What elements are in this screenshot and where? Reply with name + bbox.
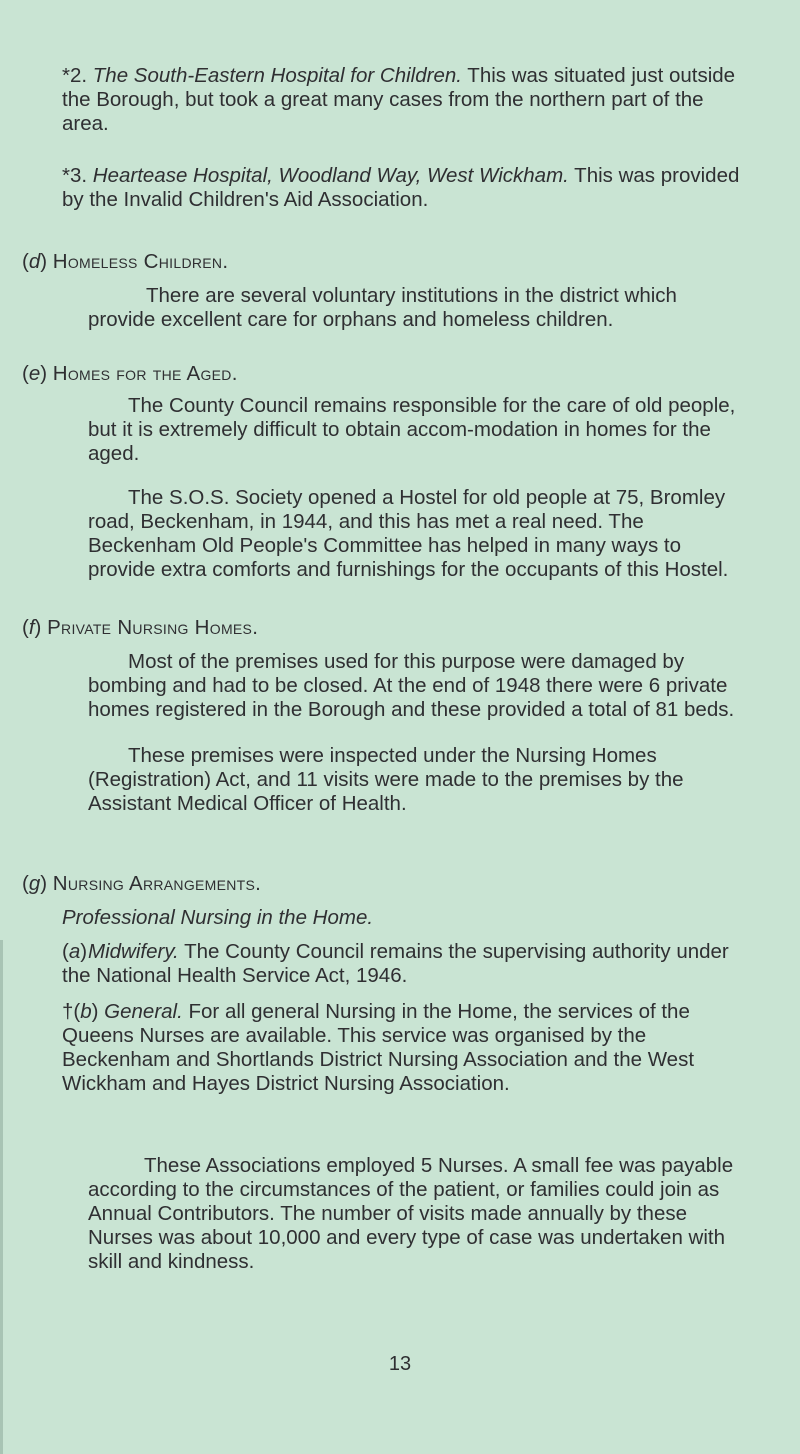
paragraph: The S.O.S. Society opened a Hostel for old people at 75, Bromley road, Beckenham, in 1944, and this has met a real need. The Beckenham Old People's Committee has helped in many ways to provide extra comforts and furnishings for the occupants of this Hostel.: [88, 486, 729, 581]
section-letter: d: [28, 250, 41, 273]
item-body: This was situated just outside the Borough, but took a great many cases from the northern part of the area.: [62, 64, 736, 135]
item-marker: *3.: [62, 164, 88, 187]
subsection-title: General.: [104, 1000, 183, 1023]
section-title: Homeless Children.: [52, 250, 229, 273]
section-letter: e: [28, 362, 41, 385]
subsection-letter: a: [68, 940, 81, 963]
paragraph: Most of the premises used for this purpose were damaged by bombing and had to be closed. At the end of 1948 there were 6 private homes registered in the Borough and these provided a total of 81 beds.: [88, 650, 735, 721]
section-heading-g: (g) Nursing Arrangements.: [22, 872, 262, 895]
page-edge-shadow: [0, 940, 3, 1454]
subsection-title: Midwifery.: [88, 940, 179, 963]
subheading: Professional Nursing in the Home.: [62, 906, 374, 929]
subsection-body: For all general Nursing in the Home, the services of the Queens Nurses are available. This service was organised by the Beckenham and Shortlands District Nursing Association and the West Wickham and Hayes District Nursing Association.: [62, 1000, 695, 1095]
section-heading-e: (e) Homes for the Aged.: [22, 362, 238, 385]
paragraph: These premises were inspected under the Nursing Homes (Registration) Act, and 11 visits were made to the premises by the Assistant Medical Officer of Health.: [88, 744, 684, 815]
dagger-mark: †: [62, 1000, 74, 1023]
paragraph: These Associations employed 5 Nurses. A small fee was payable according to the circumstances of the patient, or families could join as Annual Contributors. The number of visits made annually by these Nurses was about 10,000 and every type of case was undertaken with skill and kindness.: [88, 1154, 734, 1273]
section-letter: f: [28, 616, 35, 639]
subsection-letter: b: [80, 1000, 92, 1023]
paragraph: The County Council remains responsible for the care of old people, but it is extremely difficult to obtain accom-modation in homes for the aged.: [88, 394, 736, 465]
section-title: Homes for the Aged.: [52, 362, 238, 385]
section-title: Private Nursing Homes.: [47, 616, 259, 639]
page-number: 13: [388, 1353, 412, 1375]
item-title: Heartease Hospital, Woodland Way, West Wickham.: [92, 164, 569, 187]
subsection-general: †(b) General. For all general Nursing in the Home, the services of the Queens Nurses are available. This service was organised by the Beckenham and Shortlands District Nursing Association and the West Wickham and Hayes District Nursing Association.: [62, 1000, 695, 1095]
section-heading-f: (f) Private Nursing Homes.: [22, 616, 259, 639]
item-title: The South-Eastern Hospital for Children.: [92, 64, 462, 87]
subsection-midwifery: (a)Midwifery. The County Council remains the supervising authority under the National Health Service Act, 1946.: [62, 940, 729, 987]
subsection-body: The County Council remains the supervising authority under the National Health Service Act, 1946.: [62, 940, 729, 987]
section-letter: g: [28, 872, 41, 895]
item-heartease-hospital: [62, 164, 742, 212]
paragraph: There are several voluntary institutions in the district which provide excellent care for orphans and homeless children.: [88, 284, 677, 331]
section-title: Nursing Arrangements.: [52, 872, 262, 895]
item-south-eastern-hospital: [62, 64, 742, 136]
item-body: This was provided by the Invalid Children's Aid Association.: [62, 164, 740, 211]
section-heading-d: (d) Homeless Children.: [22, 250, 229, 273]
item-marker: *2.: [62, 64, 88, 87]
